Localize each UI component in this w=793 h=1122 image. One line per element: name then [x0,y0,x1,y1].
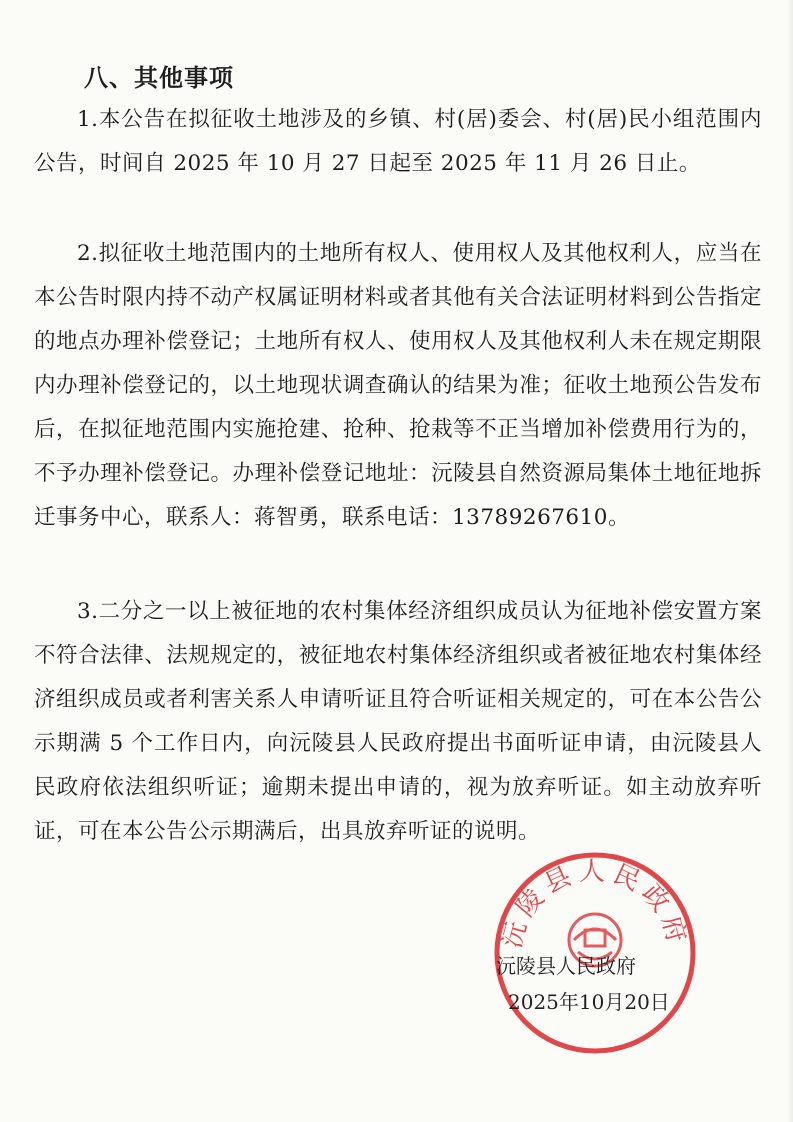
seal-text: 沅陵县人民政府 [497,856,693,952]
signature-date: 2025年10月20日 [508,990,670,1014]
section-heading: 八、其他事项 [84,64,234,92]
paragraph-hearing-application: 3.二分之一以上被征地的农村集体经济组织成员认为征地补偿安置方案不符合法律、法规规定的，被征地农村集体经济组织或者被征地农村集体经济组织成员或者利害关系人申请听证且符合听证相关规定的，可在本公告公示期满 5 个工作日内，向沅陵县人民政府提出书面听证申请，由沅陵县人民政府依法组织听证；逾期未提出申请的，视为放弃听证。如主动放弃听证，可在本公告公示期满后，出具放弃听证的说明。 [34,599,762,844]
paragraph-publication-period: 1.本公告在拟征收土地涉及的乡镇、村(居)委会、村(居)民小组范围内公告，时间自 2025 年 10 月 27 日起至 2025 年 11 月 26 日止。 [34,107,762,176]
paragraph-compensation-registration: 2.拟征收土地范围内的土地所有权人、使用权人及其他权利人，应当在本公告时限内持不动产权属证明材料或者其他有关合法证明材料到公告指定的地点办理补偿登记；土地所有权人、使用权人及其他权利人未在规定期限内办理补偿登记的，以土地现状调查确认的结果为准；征收土地预公告发布后，在拟征地范围内实施抢建、抢种、抢栽等不正当增加补偿费用行为的，不予办理补偿登记。办理补偿登记地址：沅陵县自然资源局集体土地征地拆迁事务中心，联系人：蒋智勇，联系电话：13789267610。 [34,241,762,530]
scan-edge-shadow [787,0,793,1122]
svg-text:沅陵县人民政府 [497,857,693,952]
signature-organization: 沅陵县人民政府 [496,954,636,978]
